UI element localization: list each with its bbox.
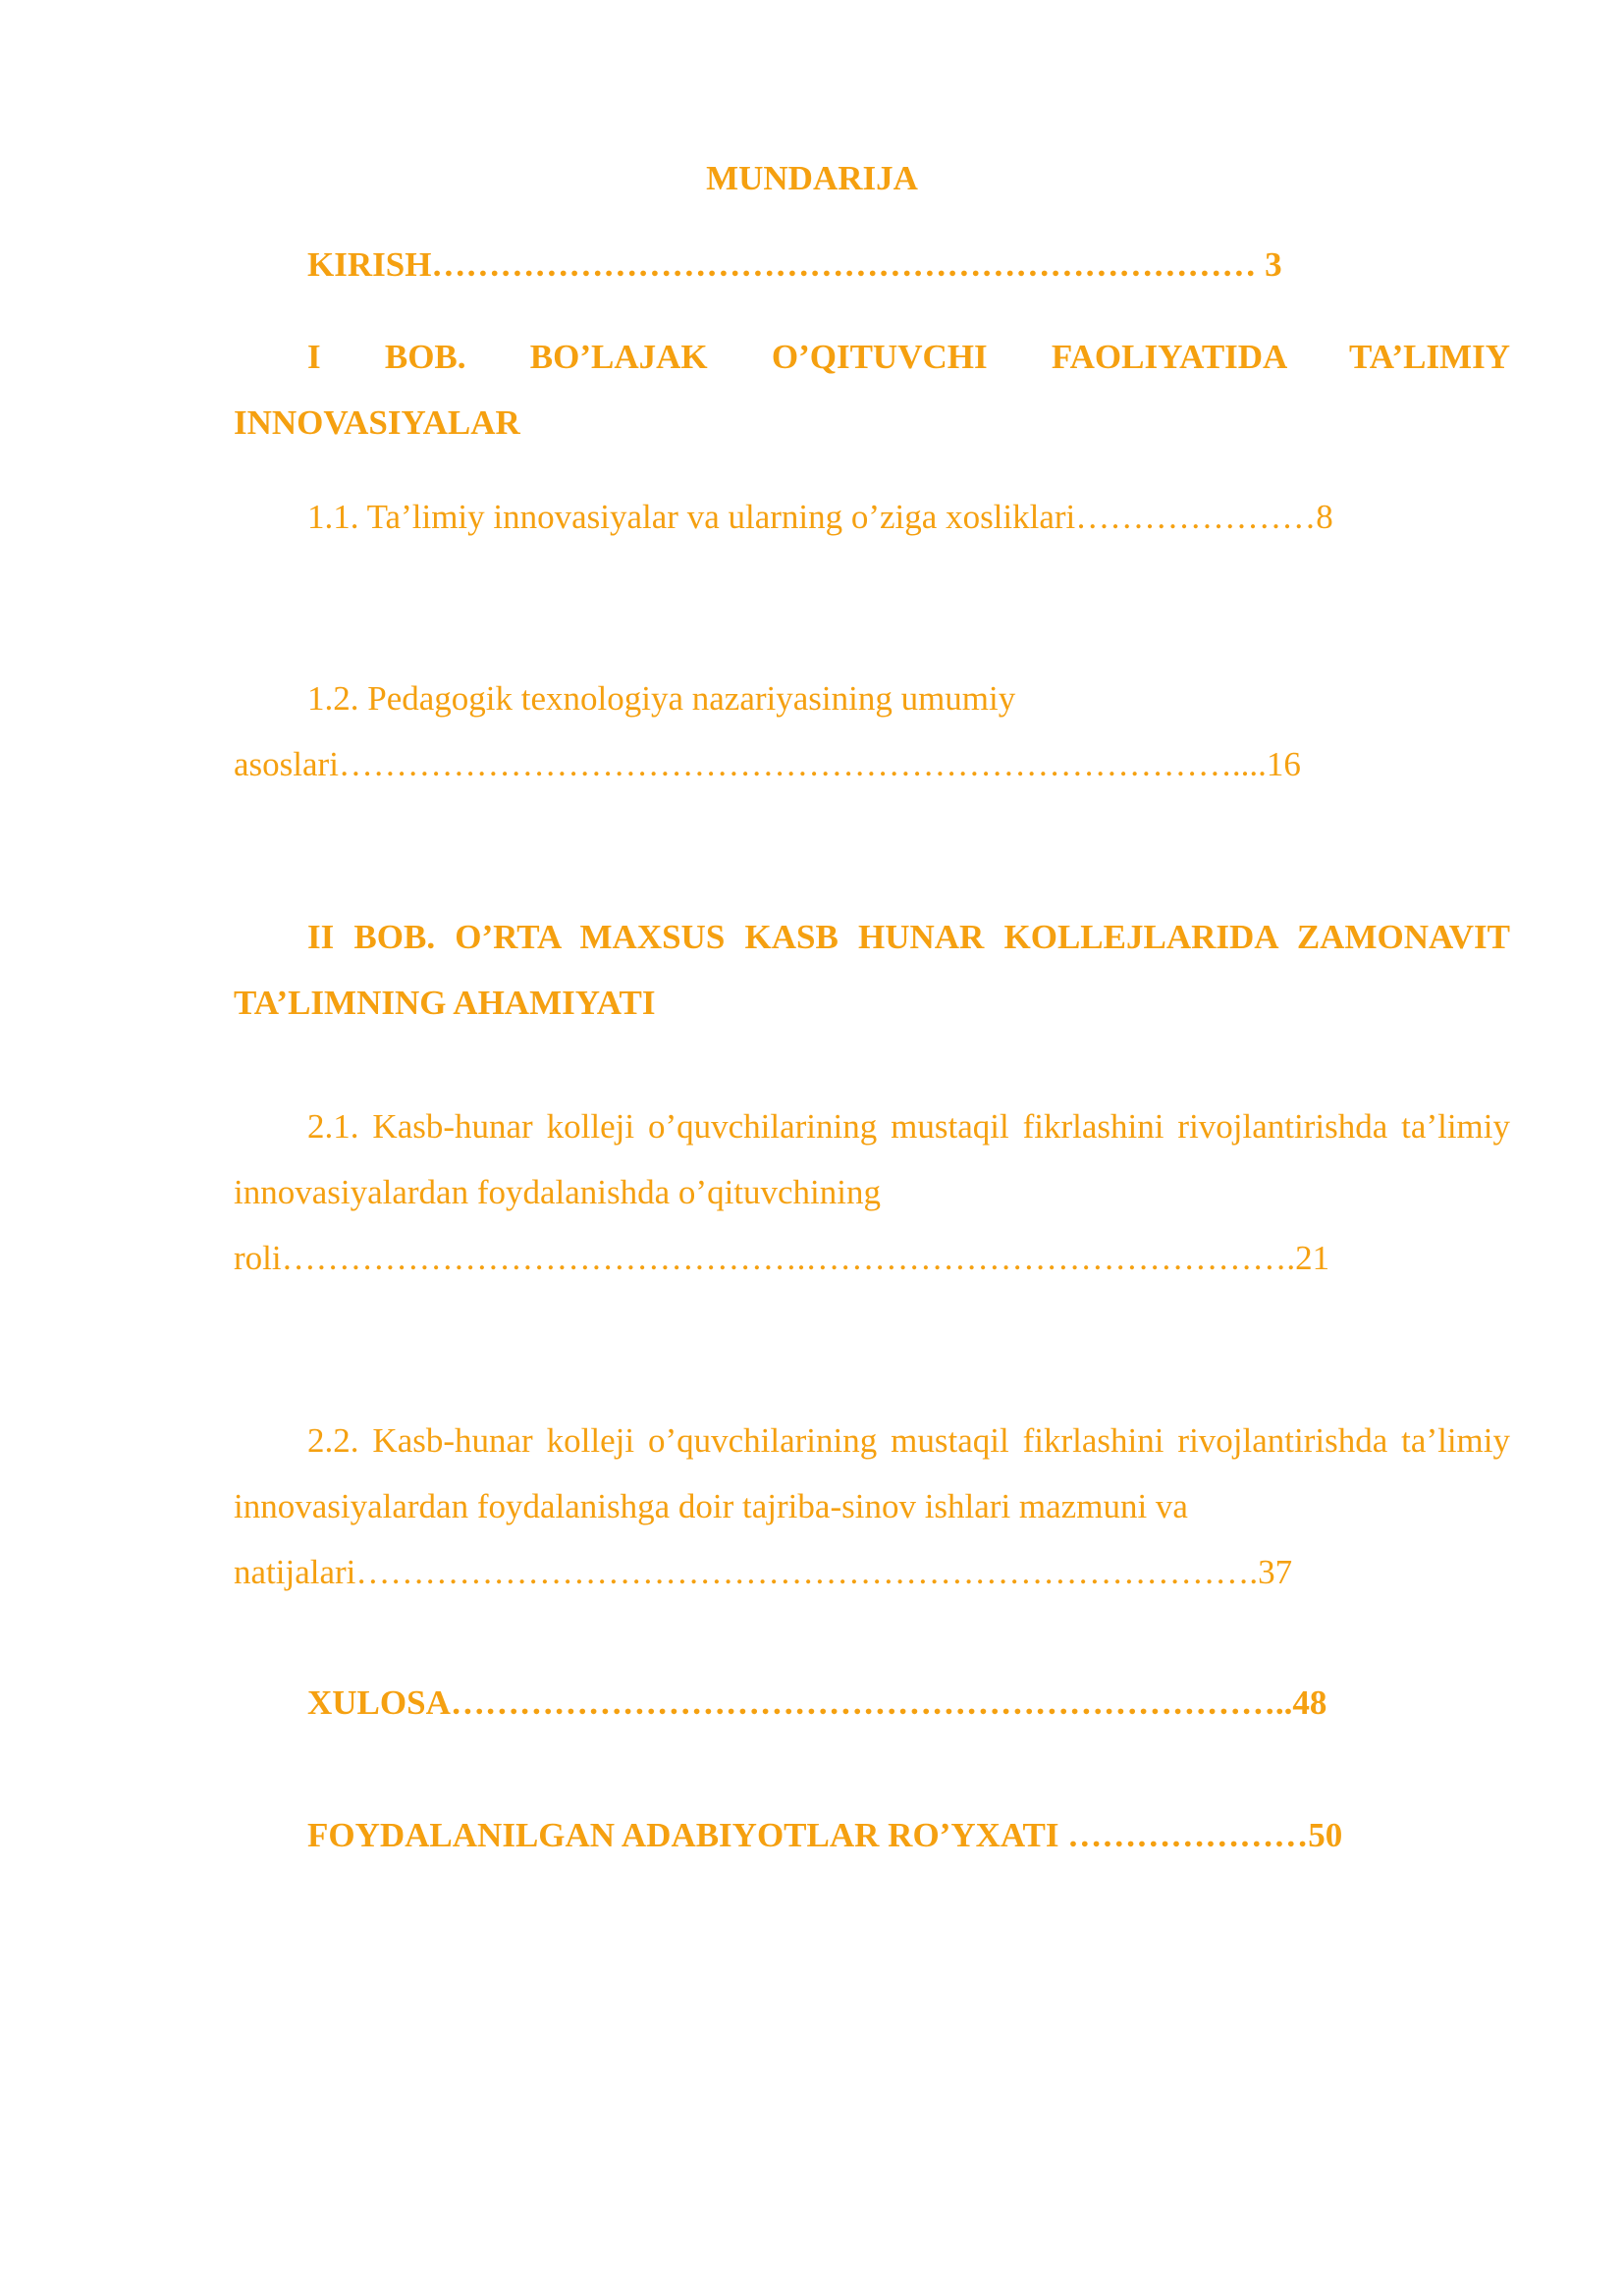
toc-entry-1-1: 1.1. Ta’limiy innovasiyalar va ularning o’ziga xosliklari…………………8 (307, 498, 1333, 536)
toc-title: MUNDARIJA (706, 159, 918, 197)
toc-entry-1-2-line1: 1.2. Pedagogik texnologiya nazariyasining umumiy (307, 679, 1016, 718)
toc-entry-2-1: 2.1. Kasb-hunar kolleji o’quvchilarining mustaqil fikrlashini rivojlantirishda ta’limiy innovasiyalardan foydalanishda o’qituvchining (234, 1107, 1510, 1211)
toc-entry-xulosa: XULOSA………………………………………………………………..48 (307, 1683, 1327, 1722)
toc-entry-1-2-line2: asoslari……………………………………………………………………....16 (234, 745, 1301, 783)
toc-chapter-1: I BOB. BO’LAJAK O’QITUVCHI FAOLIYATIDA TA’LIMIY INNOVASIYALAR (234, 338, 1510, 442)
toc-entry-bibliography: FOYDALANILGAN ADABIYOTLAR RO’YXATI …………………50 (307, 1816, 1343, 1854)
toc-entry-2-1-end: roli……………………………………….…………………………………….21 (234, 1239, 1330, 1277)
toc-chapter-2: II BOB. O’RTA MAXSUS KASB HUNAR KOLLEJLARIDA ZAMONAVIT TA’LIMNING AHAMIYATI (234, 918, 1510, 1022)
toc-entry-kirish: KIRISH……………………………………………………………… 3 (307, 245, 1282, 284)
toc-entry-2-2-end: natijalari…………………………………………………………………….37 (234, 1553, 1293, 1591)
toc-entry-2-2: 2.2. Kasb-hunar kolleji o’quvchilarining mustaqil fikrlashini rivojlantirishda ta’limiy innovasiyalardan foydalanishga doir tajriba-sinov ishlari mazmuni va (234, 1421, 1510, 1525)
